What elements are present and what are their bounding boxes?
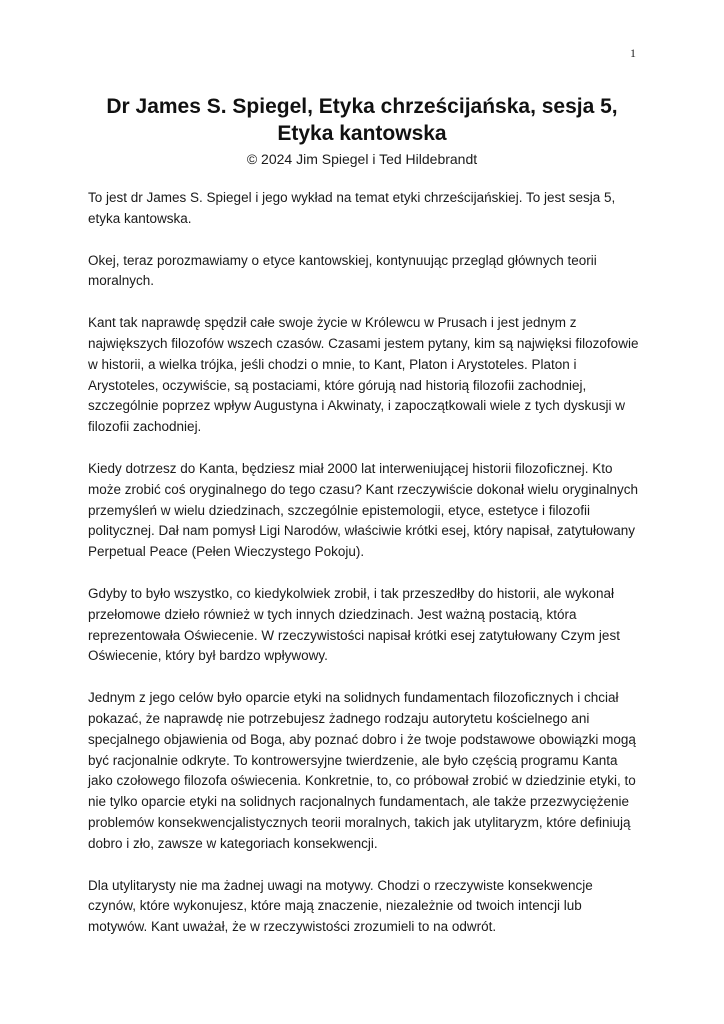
paragraph: Gdyby to było wszystko, co kiedykolwiek zrobił, i tak przeszedłby do historii, ale wykonał przełomowe dzieło również w tych innych dziedzinach. Jest ważną postacią, która reprezentowała Oświecenie. W rzeczywistości napisał krótki esej zatytułowany Czym jest Oświecenie, który był bardzo wpływowy. <box>88 585 620 664</box>
paragraph: Kiedy dotrzesz do Kanta, będziesz miał 2000 lat interweniującej historii filozoficznej. Kto może zrobić coś oryginalnego do tego czasu? Kant rzeczywiście dokonał wielu oryginalnych przemyśleń w wielu dziedzinach, szczególnie epistemologii, etyce, estetyce i filozofii politycznej. Dał nam pomysł Ligi Narodów, właściwie krótki esej, który napisał, zatytułowany Perpetual Peace (Pełen Wieczystego Pokoju). <box>88 460 639 560</box>
paragraph: Kant tak naprawdę spędził całe swoje życie w Królewcu w Prusach i jest jednym z największych filozofów wszech czasów. Czasami jestem pytany, kim są najwięksi filozofowie w historii, a wielka trójka, jeśli chodzi o mnie, to Kant, Platon i Arystoteles. Platon i Arystoteles, oczywiście, są postaciami, które górują nad historią filozofii zachodniej, szczególnie poprzez wpływ Augustyna i Akwinaty, i zapoczątkowali wiele z tych dyskusji w filozofii zachodniej. <box>88 315 639 435</box>
document-title <box>60 93 664 147</box>
title-line-1: Dr James S. Spiegel, Etyka chrześcijańska, sesja 5, <box>106 95 618 118</box>
document-body <box>88 188 640 959</box>
title-line-2: Etyka kantowska <box>277 122 447 145</box>
copyright-line: © 2024 Jim Spiegel i Ted Hildebrandt <box>246 151 478 167</box>
paragraph: Okej, teraz porozmawiamy o etyce kantowskiej, kontynuując przegląd głównych teorii moralnych. <box>88 252 597 289</box>
paragraph: Jednym z jego celów było oparcie etyki na solidnych fundamentach filozoficznych i chciał pokazać, że naprawdę nie potrzebujesz żadnego rodzaju autorytetu kościelnego ani specjalnego objawienia od Boga, aby poznać dobro i że twoje podstawowe obowiązki mogą być racjonalnie odkryte. To kontrowersyjne twierdzenie, ale było częścią programu Kanta jako czołowego filozofa oświecenia. Konkretnie, to, co próbował zrobić w dziedzinie etyki, to nie tylko oparcie etyki na solidnych racjonalnych fundamentach, ale także przezwyciężenie problemów konsekwencjalistycznych teorii moralnych, takich jak utylitaryzm, które definiują dobro i zło, zawsze w kategoriach konsekwencji. <box>88 690 636 851</box>
paragraph: To jest dr James S. Spiegel i jego wykład na temat etyki chrześcijańskiej. To jest sesja 5, etyka kantowska. <box>88 190 616 226</box>
paragraph: Dla utylitarysty nie ma żadnej uwagi na motywy. Chodzi o rzeczywiste konsekwencje czynów, które wykonujesz, które mają znaczenie, niezależnie od twoich intencji lub motywów. Kant uważał, że w rzeczywistości zrozumieli to na odwrót. <box>88 877 593 935</box>
page-number: 1 <box>630 46 636 60</box>
